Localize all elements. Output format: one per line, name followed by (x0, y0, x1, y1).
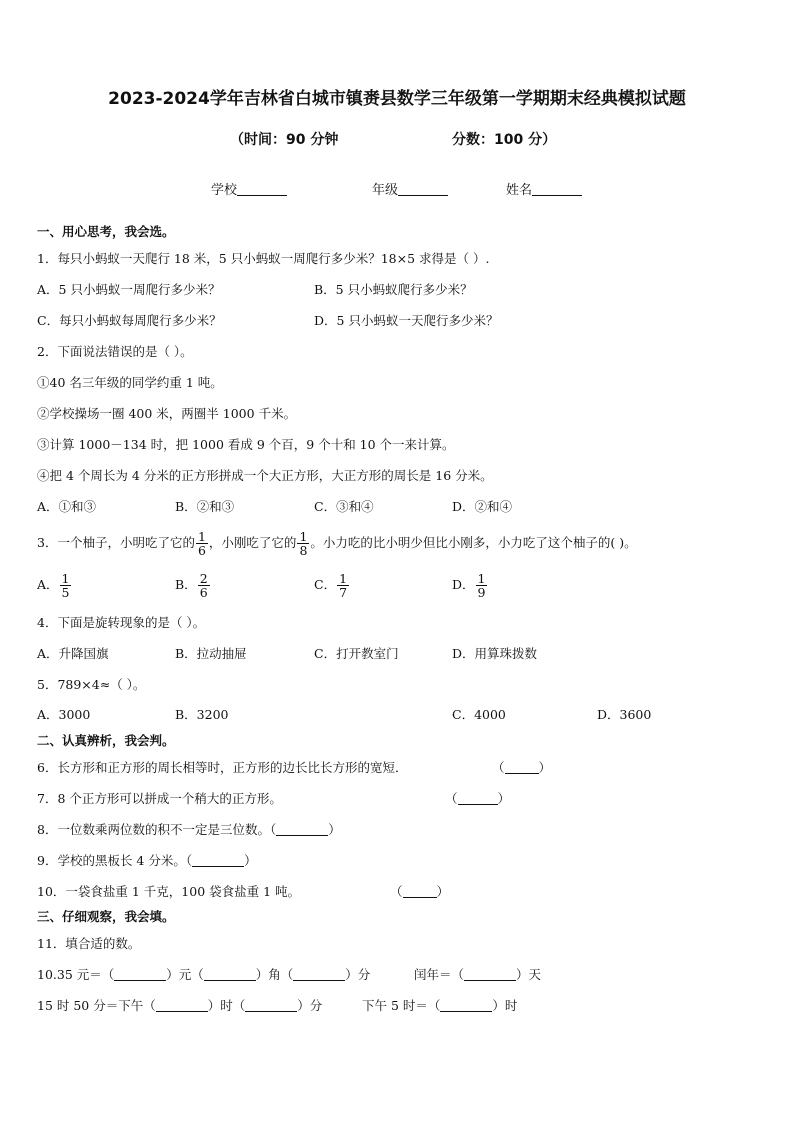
blank-minute[interactable] (245, 998, 297, 1012)
section-2-heading: 二、认真辨析，我会判。 (37, 733, 175, 748)
q5-option-a[interactable]: A．3000 (37, 707, 91, 722)
q1-option-c[interactable]: C．每只小蚂蚁每周爬行多少米？ (37, 313, 222, 328)
q4-option-c[interactable]: C．打开教室门 (314, 646, 399, 661)
q3-text-2: ，小刚吃了它的 (208, 535, 297, 550)
blank-jiao[interactable] (204, 967, 256, 981)
q5-option-c[interactable]: C．4000 (452, 707, 506, 722)
q9-stem: 9．学校的黑板长 4 分米。（ ） (37, 853, 257, 868)
name-field[interactable] (506, 182, 582, 199)
blank-leap-days[interactable] (464, 967, 516, 981)
q11-stem: 11．填合适的数。 (37, 936, 141, 951)
q7-answer-blank[interactable]: （ ） (445, 791, 511, 806)
grade-label: 年级 (372, 183, 399, 198)
q2-statement-1: ①40 名三年级的同学约重 1 吨。 (37, 375, 223, 390)
q11-row-1-leap-year: 闰年＝（ ）天 (414, 967, 542, 982)
school-label: 学校 (211, 183, 238, 198)
q11-row-2-pm5: 下午 5 时＝（ ）时 (362, 998, 518, 1013)
q4-option-d[interactable]: D．用算珠拨数 (452, 646, 538, 661)
q2-statement-4: ④把 4 个周长为 4 分米的正方形拼成一个大正方形，大正方形的周长是 16 分米。 (37, 468, 493, 483)
q10-stem: 10．一袋食盐重 1 千克，100 袋食盐重 1 吨。 (37, 884, 301, 899)
grade-field[interactable] (372, 182, 448, 199)
name-label: 姓名 (506, 183, 533, 198)
q3-option-b[interactable]: B． $\frac{2}{6}$ (175, 571, 208, 600)
grade-blank[interactable] (398, 182, 448, 196)
q7-stem: 7．8 个正方形可以拼成一个稍大的正方形。 (37, 791, 282, 806)
q8-stem: 8．一位数乘两位数的积不一定是三位数。（ ） (37, 822, 341, 837)
q3-option-d[interactable]: D． $\frac{1}{9}$ (452, 571, 486, 600)
blank-fen[interactable] (293, 967, 345, 981)
exam-score: 分数：100 分） (452, 132, 557, 148)
q3-fraction-xiaoming: $\frac{1}{6}$ (197, 529, 206, 558)
q6-answer-blank[interactable]: （ ） (492, 760, 552, 775)
school-blank[interactable] (237, 182, 287, 196)
q5-option-d[interactable]: D．3600 (597, 707, 652, 722)
q10-answer-blank[interactable]: （ ） (390, 884, 450, 899)
name-blank[interactable] (532, 182, 582, 196)
q1-option-d[interactable]: D．5 只小蚂蚁一天爬行多少米？ (314, 313, 499, 328)
q2-statement-3: ③计算 1000－134 时，把 1000 看成 9 个百，9 个十和 10 个一来计算。 (37, 437, 455, 452)
q2-stem: 2．下面说法错误的是（ ）。 (37, 344, 193, 359)
q3-stem (37, 528, 637, 558)
blank-yuan[interactable] (114, 967, 166, 981)
q2-option-b[interactable]: B．②和③ (175, 499, 235, 514)
q3-option-c[interactable]: C． $\frac{1}{7}$ (314, 571, 348, 600)
section-1-heading: 一、用心思考，我会选。 (37, 224, 175, 239)
blank-hour[interactable] (156, 998, 208, 1012)
school-field[interactable] (211, 182, 287, 199)
q4-option-b[interactable]: B．拉动抽屉 (175, 646, 247, 661)
q1-option-a[interactable]: A．5 只小蚂蚁一周爬行多少米？ (37, 282, 221, 297)
q4-option-a[interactable]: A．升降国旗 (37, 646, 109, 661)
q1-stem: 1．每只小蚂蚁一天爬行 18 米，5 只小蚂蚁一周爬行多少米？18×5 求得是（ ）. (37, 251, 490, 266)
q3-fraction-xiaogang: $\frac{1}{8}$ (299, 529, 308, 558)
q8-answer-blank[interactable]: （ ） (269, 822, 341, 837)
q4-stem: 4．下面是旋转现象的是（ ）。 (37, 615, 206, 630)
q3-option-a[interactable]: A． $\frac{1}{5}$ (37, 571, 70, 600)
q1-option-b[interactable]: B．5 只小蚂蚁爬行多少米？ (314, 282, 473, 297)
q2-option-c[interactable]: C．③和④ (314, 499, 374, 514)
q11-row-2: 15 时 50 分＝下午（ ）时（ ）分 (37, 998, 323, 1013)
q11-row-1: 10.35 元＝（ ）元（ ）角（ ）分 (37, 967, 371, 982)
q2-option-a[interactable]: A．①和③ (37, 499, 97, 514)
q3-text-1: 3．一个柚子，小明吃了它的 (37, 535, 195, 550)
q3-text-3: 。小力吃的比小明少但比小刚多，小力吃了这个柚子的( )。 (310, 535, 637, 550)
q2-option-d[interactable]: D．②和④ (452, 499, 513, 514)
q5-stem: 5．789×4≈（ ）。 (37, 677, 146, 692)
exam-time: （时间：90 分钟 (230, 132, 339, 148)
q9-answer-blank[interactable]: （ ） (185, 853, 257, 868)
exam-title: 2023-2024学年吉林省白城市镇赉县数学三年级第一学期期末经典模拟试题 (108, 89, 686, 109)
q2-statement-2: ②学校操场一圈 400 米，两圈半 1000 千米。 (37, 406, 297, 421)
q6-stem: 6．长方形和正方形的周长相等时，正方形的边长比长方形的宽短． (37, 760, 408, 775)
section-3-heading: 三、仔细观察，我会填。 (37, 909, 175, 924)
q5-option-b[interactable]: B．3200 (175, 707, 229, 722)
blank-24h[interactable] (440, 998, 492, 1012)
